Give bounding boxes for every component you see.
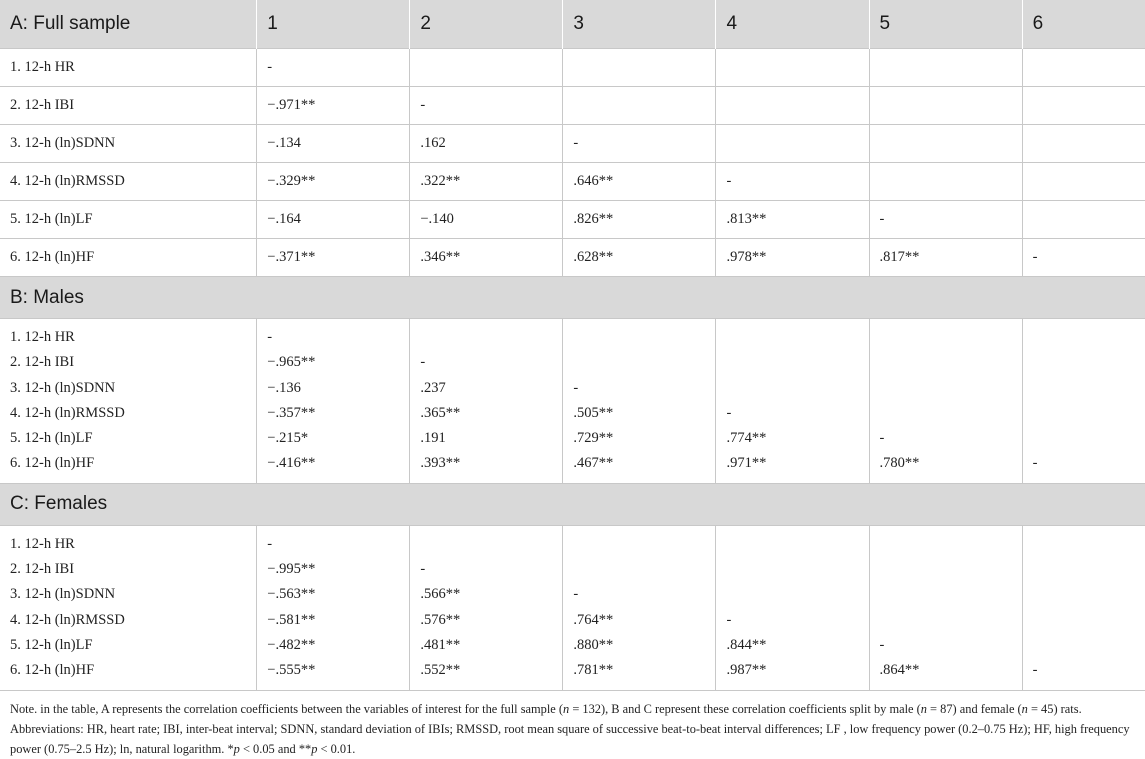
row-label: 3. 12-h (ln)SDNN — [10, 586, 116, 603]
row-label: 6. 12-h (ln)HF — [10, 662, 95, 679]
value-column-5 — [869, 525, 1022, 690]
table-cell: .505** — [573, 404, 614, 421]
table-cell — [1033, 608, 1145, 633]
table-cell — [1033, 557, 1145, 582]
table-cell: .729** — [573, 430, 614, 447]
table-cell: −.215* — [267, 430, 309, 447]
row-label: 3. 12-h (ln)SDNN — [10, 379, 116, 396]
table-cell — [1022, 125, 1145, 163]
table-cell — [420, 532, 562, 557]
col-header-2: 2 — [410, 0, 563, 49]
row-label: 3. 12-h (ln)SDNN — [0, 125, 257, 163]
table-cell: - — [879, 636, 885, 653]
table-cell: .191 — [420, 430, 446, 447]
table-cell: −.357** — [267, 404, 316, 421]
table-cell: .864** — [879, 662, 920, 679]
value-column-6 — [1022, 525, 1145, 690]
table-cell — [880, 532, 1022, 557]
table-cell — [716, 87, 869, 125]
table-cell: −.164 — [257, 201, 410, 239]
table-cell — [1033, 401, 1145, 426]
section-header-row — [0, 483, 1145, 525]
note-text: = 87) and female ( — [926, 701, 1022, 716]
table-cell: .576** — [420, 611, 461, 628]
note-variable: p — [233, 741, 240, 756]
table-row — [0, 87, 1145, 125]
col-header-5: 5 — [869, 0, 1022, 49]
header-row — [0, 0, 1145, 49]
table-cell: −.581** — [267, 611, 316, 628]
table-cell — [1022, 49, 1145, 87]
table-cell: - — [563, 125, 716, 163]
table-footnote — [0, 691, 1145, 759]
table-cell — [563, 87, 716, 125]
table-cell: .162 — [410, 125, 563, 163]
table-cell — [1022, 201, 1145, 239]
row-label: 6. 12-h (ln)HF — [10, 455, 95, 472]
table-cell — [563, 49, 716, 87]
row-label: 6. 12-h (ln)HF — [0, 239, 257, 277]
note-text: = 132), B and C represent these correlation coefficients split by male ( — [569, 701, 921, 716]
table-cell: −.140 — [410, 201, 563, 239]
table-cell: −.329** — [257, 163, 410, 201]
table-cell: - — [573, 379, 579, 396]
table-cell: - — [257, 49, 410, 87]
table-cell: −.136 — [267, 379, 301, 396]
note-text: < 0.01. — [317, 741, 356, 756]
note-text: = 45) rats. Abbreviations: HR, heart rate; IBI, inter-beat interval; SDNN, standard deviation of IBIs; RMSSD, root mean square of successive beat-to-beat interval differences; LF , low frequency power (0.2–0.75 Hz); HF, high frequency power (0.75–2.5 Hz); ln, natural logarithm. * — [10, 701, 1130, 756]
table-cell: .552** — [420, 662, 461, 679]
value-column-5 — [869, 319, 1022, 484]
table-cell — [1033, 426, 1145, 451]
table-cell — [880, 376, 1022, 401]
section-b-title: B: Males — [0, 277, 1145, 319]
table-cell: - — [573, 586, 579, 603]
table-cell: −.416** — [267, 455, 316, 472]
table-cell: .481** — [420, 636, 461, 653]
table-cell: - — [1032, 455, 1038, 472]
table-cell — [410, 49, 563, 87]
value-column-3 — [563, 319, 716, 484]
table-cell — [716, 49, 869, 87]
table-cell — [869, 163, 1022, 201]
table-cell: .826** — [563, 201, 716, 239]
table-cell — [1033, 582, 1145, 607]
table-cell — [869, 125, 1022, 163]
row-label: 5. 12-h (ln)LF — [10, 430, 93, 447]
value-column-6 — [1022, 319, 1145, 484]
row-labels-column — [0, 319, 257, 484]
section-header-row — [0, 277, 1145, 319]
note-variable: n — [1021, 701, 1028, 716]
table-cell: .774** — [726, 430, 767, 447]
note-variable: p — [311, 741, 318, 756]
table-cell: .764** — [573, 611, 614, 628]
table-cell: .844** — [726, 636, 767, 653]
table-cell: - — [1022, 239, 1145, 277]
col-header-6: 6 — [1022, 0, 1145, 49]
table-cell — [880, 557, 1022, 582]
value-column-2 — [410, 525, 563, 690]
value-column-4 — [716, 319, 869, 484]
table-cell: - — [420, 561, 426, 578]
table-cell: .813** — [716, 201, 869, 239]
table-cell: - — [716, 163, 869, 201]
table-cell — [1022, 87, 1145, 125]
table-cell — [726, 350, 868, 375]
section-c-body — [0, 525, 1145, 690]
table-row — [0, 49, 1145, 87]
table-cell: .237 — [420, 379, 446, 396]
table-cell — [880, 608, 1022, 633]
table-cell — [573, 557, 715, 582]
table-cell: - — [420, 354, 426, 371]
table-row — [0, 125, 1145, 163]
table-cell: .646** — [563, 163, 716, 201]
row-label: 2. 12-h IBI — [10, 354, 75, 371]
table-cell — [1033, 350, 1145, 375]
table-cell: .987** — [726, 662, 767, 679]
table-cell — [420, 325, 562, 350]
table-cell: - — [267, 329, 273, 345]
table-cell: .628** — [563, 239, 716, 277]
table-cell — [869, 87, 1022, 125]
table-row — [0, 239, 1145, 277]
row-labels-column — [0, 525, 257, 690]
value-column-2 — [410, 319, 563, 484]
table-cell: - — [879, 430, 885, 447]
table-cell: −.482** — [267, 636, 316, 653]
table-cell: .817** — [869, 239, 1022, 277]
note-variable: n — [563, 701, 570, 716]
row-label: 4. 12-h (ln)RMSSD — [10, 404, 125, 421]
table-cell: −.965** — [267, 354, 316, 371]
table-cell: .781** — [573, 662, 614, 679]
row-label: 1. 12-h HR — [10, 535, 75, 552]
table-cell: .978** — [716, 239, 869, 277]
table-cell: .566** — [420, 586, 461, 603]
table-cell — [880, 350, 1022, 375]
table-cell: −.563** — [267, 586, 316, 603]
table-cell — [1022, 163, 1145, 201]
row-label: 4. 12-h (ln)RMSSD — [0, 163, 257, 201]
table-cell: .322** — [410, 163, 563, 201]
table-cell — [726, 376, 868, 401]
row-label: 4. 12-h (ln)RMSSD — [10, 611, 125, 628]
table-cell — [1033, 376, 1145, 401]
table-cell — [880, 401, 1022, 426]
table-cell: - — [726, 611, 732, 628]
row-label: 1. 12-h HR — [10, 329, 75, 345]
table-cell: −.371** — [257, 239, 410, 277]
table-cell: .365** — [420, 404, 461, 421]
table-cell — [726, 325, 868, 350]
table-cell: .346** — [410, 239, 563, 277]
table-cell — [573, 325, 715, 350]
table-cell: - — [1032, 662, 1038, 679]
table-cell — [573, 350, 715, 375]
table-cell: .393** — [420, 455, 461, 472]
table-cell: .971** — [726, 455, 767, 472]
value-column-3 — [563, 525, 716, 690]
value-column-1 — [257, 525, 410, 690]
table-cell: .880** — [573, 636, 614, 653]
value-column-4 — [716, 525, 869, 690]
row-label: 5. 12-h (ln)LF — [10, 636, 93, 653]
table-row — [0, 163, 1145, 201]
col-header-4: 4 — [716, 0, 869, 49]
table-cell: - — [267, 535, 273, 552]
table-cell — [880, 325, 1022, 350]
note-text: Note. in the table, A represents the correlation coefficients between the variables of interest for the full sample ( — [10, 701, 564, 716]
table-cell — [726, 582, 868, 607]
col-header-1: 1 — [257, 0, 410, 49]
row-label: 5. 12-h (ln)LF — [0, 201, 257, 239]
table-cell — [716, 125, 869, 163]
table-cell: - — [869, 201, 1022, 239]
value-column-1 — [257, 319, 410, 484]
row-label: 2. 12-h IBI — [10, 561, 75, 578]
table-cell: −.555** — [267, 662, 316, 679]
note-text: < 0.05 and ** — [239, 741, 312, 756]
row-label: 2. 12-h IBI — [0, 87, 257, 125]
table-cell: - — [726, 404, 732, 421]
table-cell: .780** — [879, 455, 920, 472]
row-label: 1. 12-h HR — [0, 49, 257, 87]
table-cell — [869, 49, 1022, 87]
table-cell — [1033, 532, 1145, 557]
note-variable: n — [920, 701, 927, 716]
table-cell: −.995** — [267, 561, 316, 578]
table-cell — [880, 582, 1022, 607]
table-cell: .467** — [573, 455, 614, 472]
table-cell — [726, 532, 868, 557]
table-row — [0, 201, 1145, 239]
col-header-3: 3 — [563, 0, 716, 49]
table-cell — [1033, 325, 1145, 350]
table-cell: −.134 — [257, 125, 410, 163]
table-cell — [1033, 633, 1145, 658]
section-a-title: A: Full sample — [0, 0, 257, 49]
table-cell — [573, 532, 715, 557]
table-cell: −.971** — [257, 87, 410, 125]
section-c-title: C: Females — [0, 483, 1145, 525]
table-cell: - — [410, 87, 563, 125]
section-b-body — [0, 319, 1145, 484]
table-cell — [726, 557, 868, 582]
